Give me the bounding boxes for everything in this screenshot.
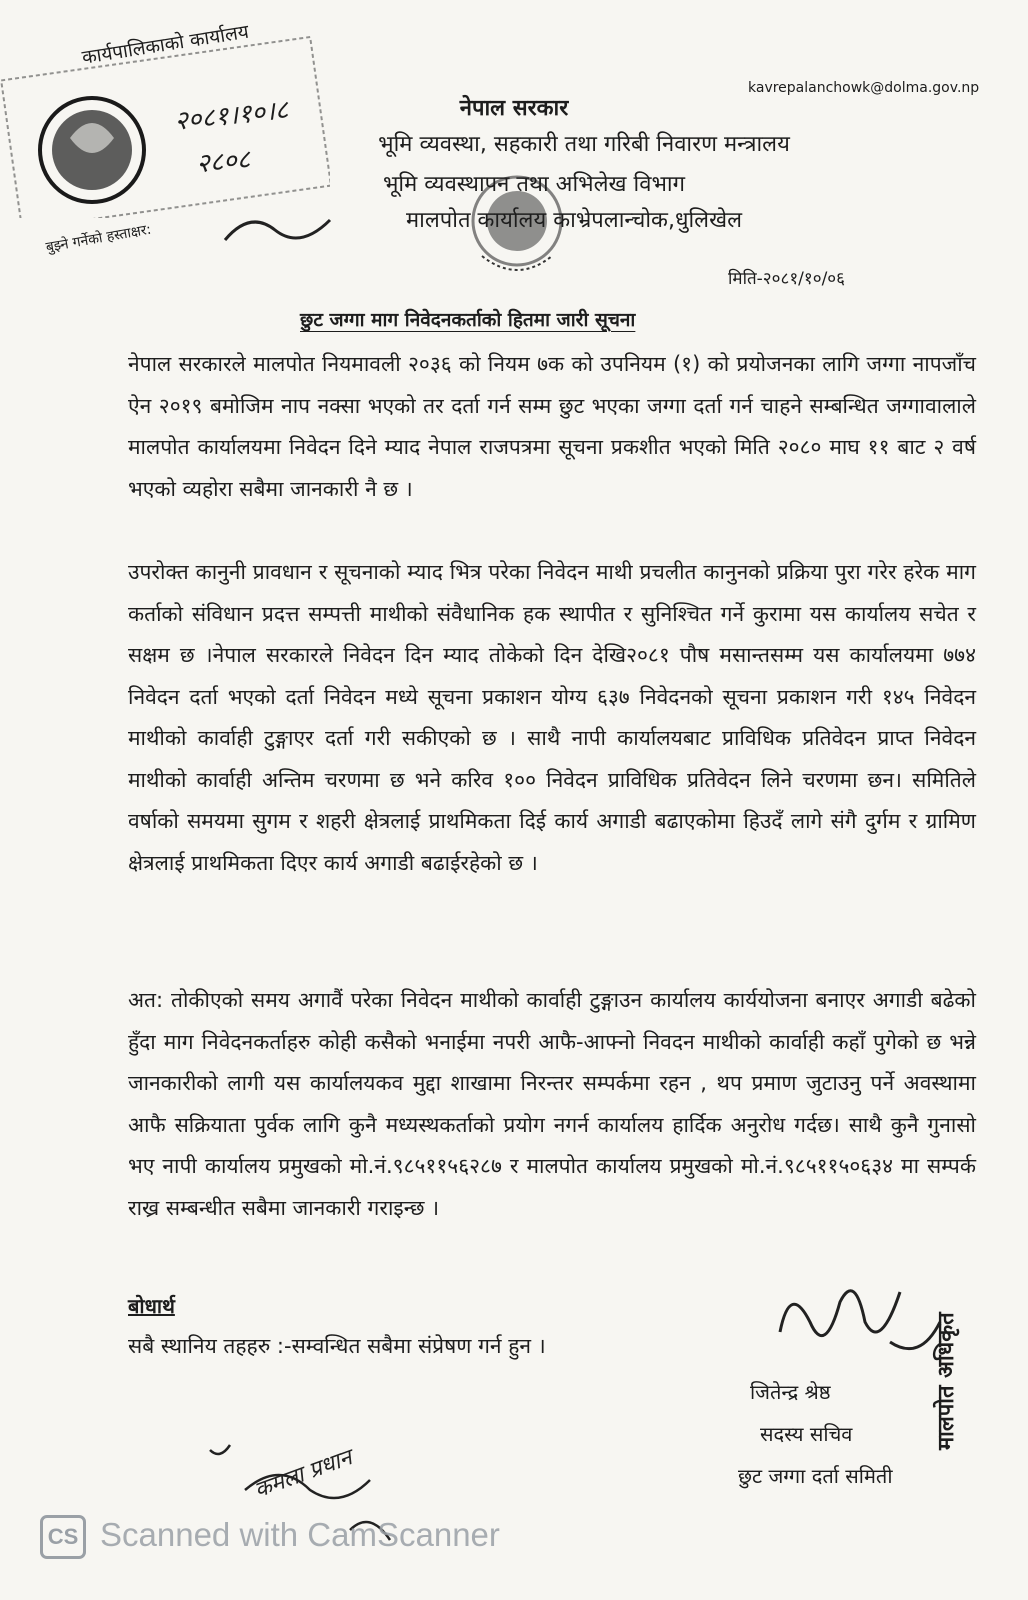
stamp-office-line: कार्यपालिकाको कार्यालय (80, 20, 251, 69)
cc-recipients: सबै स्थानिय तहहरु :-सम्वन्धित सबैमा संप्रेषण गर्न हुन । (128, 1334, 546, 1358)
header-government: नेपाल सरकार (459, 96, 569, 121)
stamp-number-1: २०८१।१०।८ (172, 95, 290, 137)
signatory-role: सदस्य सचिव (760, 1422, 853, 1446)
header-department: भूमि व्यवस्थापन तथा अभिलेख विभाग (382, 172, 686, 197)
vertical-stamp-text: मालपोत अधिकृत (934, 1312, 959, 1450)
handwritten-receipt-scribble (200, 1420, 430, 1580)
official-signature (770, 1262, 950, 1382)
notice-paragraph-2: उपरोक्त कानुनी प्रावधान र सूचनाको म्याद भित्र परेका निवेदन माथी प्रचलीत कानुनको प्रक्रिया पुरा गरेर हरेक माग कर्ताको संविधान प्रदत्त सम्पत्ती माथीको संवैधानिक हक स्थापीत र सुनिश्चित गर्ने कुरामा यस कार्यालय सचेत र सक्षम छ ।नेपाल सरकारले निवेदन दिन म्याद तोकेको दिन देखि२०८१ पौष मसान्तसम्म यस कार्यालयमा ७७४ निवेदन दर्ता भएको दर्ता निवेदन मध्ये सूचना प्रकाशन योग्य ६३७ निवेदनको सूचना प्रकाशन गरी १४५ निवेदन माथीको कार्वाही टुङ्गाएर दर्ता गरी सकीएको छ । साथै नापी कार्यालयबाट प्राविधिक प्रतिवेदन प्राप्त निवेदन माथीको कार्वाही अन्तिम चरणमा छ भने करिव १०० निवेदन प्राविधिक प्रतिवेदन लिने चरणमा छन। समितिले वर्षाको समयमा सुगम र शहरी क्षेत्रलाई प्राथमिकता दिई कार्य अगाडी बढाएकोमा हिउदँ लागे संगै दुर्गम र ग्रामिण क्षेत्रलाई प्राथमिकता दिएर कार्य अगाडी बढाईरहेको छ । (128, 560, 976, 875)
notice-paragraph-3: अत: तोकीएको समय अगावैं परेका निवेदन माथीको कार्वाही टुङ्गाउन कार्यालय कार्ययोजना बनाएर अगाडी बढेको हुँदा माग निवेदनकर्ताहरु कोही कसैको भनाईमा नपरी आफै-आफ्नो निवदन माथीको कार्वाही कहाँ पुगेको छ भन्ने जानकारीको लागी यस कार्यालयकव मुद्दा शाखामा निरन्तर सम्पर्कमा रहन , थप प्रमाण जुटाउनु पर्ने अवस्थामा आफै सक्रियाता पुर्वक लागि कुनै मध्यस्थकर्ताको प्रयोग नगर्न कार्यालय हार्दिक अनुरोध गर्दछ। साथै कुनै गुनासो भए नापी कार्यालय प्रमुखको मो.नं.९८५११५६२८७ र मालपोत कार्यालय प्रमुखको मो.नं.९८५११५०६३४ मा सम्पर्क राख्र सम्बन्धीत सबैमा जानकारी गराइन्छ । (128, 988, 976, 1220)
signatory-committee: छुट जग्गा दर्ता समिती (738, 1464, 893, 1488)
camscanner-watermark: Scanned with CamScanner (100, 1516, 500, 1553)
handwritten-name: कमला प्रधान (251, 1445, 356, 1504)
letter-date: मिति-२०८१/१०/०६ (728, 269, 845, 289)
cc-heading: बोधार्थ (128, 1294, 175, 1318)
header-office: मालपोत कार्यालय काभ्रेपलान्चोक,धुलिखेल (406, 208, 742, 233)
stamp-number-2: २८०८ (194, 144, 252, 180)
notice-paragraph-1: नेपाल सरकारले मालपोत नियमावली २०३६ को नियम ७क को उपनियम (१) को प्रयोजनका लागि जग्गा नापजाँच ऐन २०१९ बमोजिम नाप नक्सा भएको तर दर्ता गर्न सम्म छुट भएका जग्गा दर्ता गर्न चाहने सम्बन्धित जग्गावालाले मालपोत कार्यालयमा निवेदन दिने म्याद नेपाल राजपत्रमा सूचना प्रकशीत भएको मिति २०८० माघ ११ बाट २ वर्ष भएको व्यहोरा सबैमा जानकारी नै छ । (128, 352, 976, 501)
signatory-name: जितेन्द्र श्रेष्ठ (750, 1380, 831, 1404)
vertical-official-stamp (930, 1230, 970, 1470)
notice-title: छुट जग्गा माग निवेदनकर्ताको हितमा जारी सूचना (300, 309, 636, 331)
camscanner-logo-icon: CS (40, 1515, 86, 1559)
stamp-receiver-label: बुझ्ने गर्नेको हस्ताक्षर: (44, 221, 153, 256)
header-ministry: भूमि व्यवस्था, सहकारी तथा गरिबी निवारण मन्त्रालय (378, 132, 790, 157)
office-email: kavrepalanchowk@dolma.gov.np (748, 80, 980, 96)
